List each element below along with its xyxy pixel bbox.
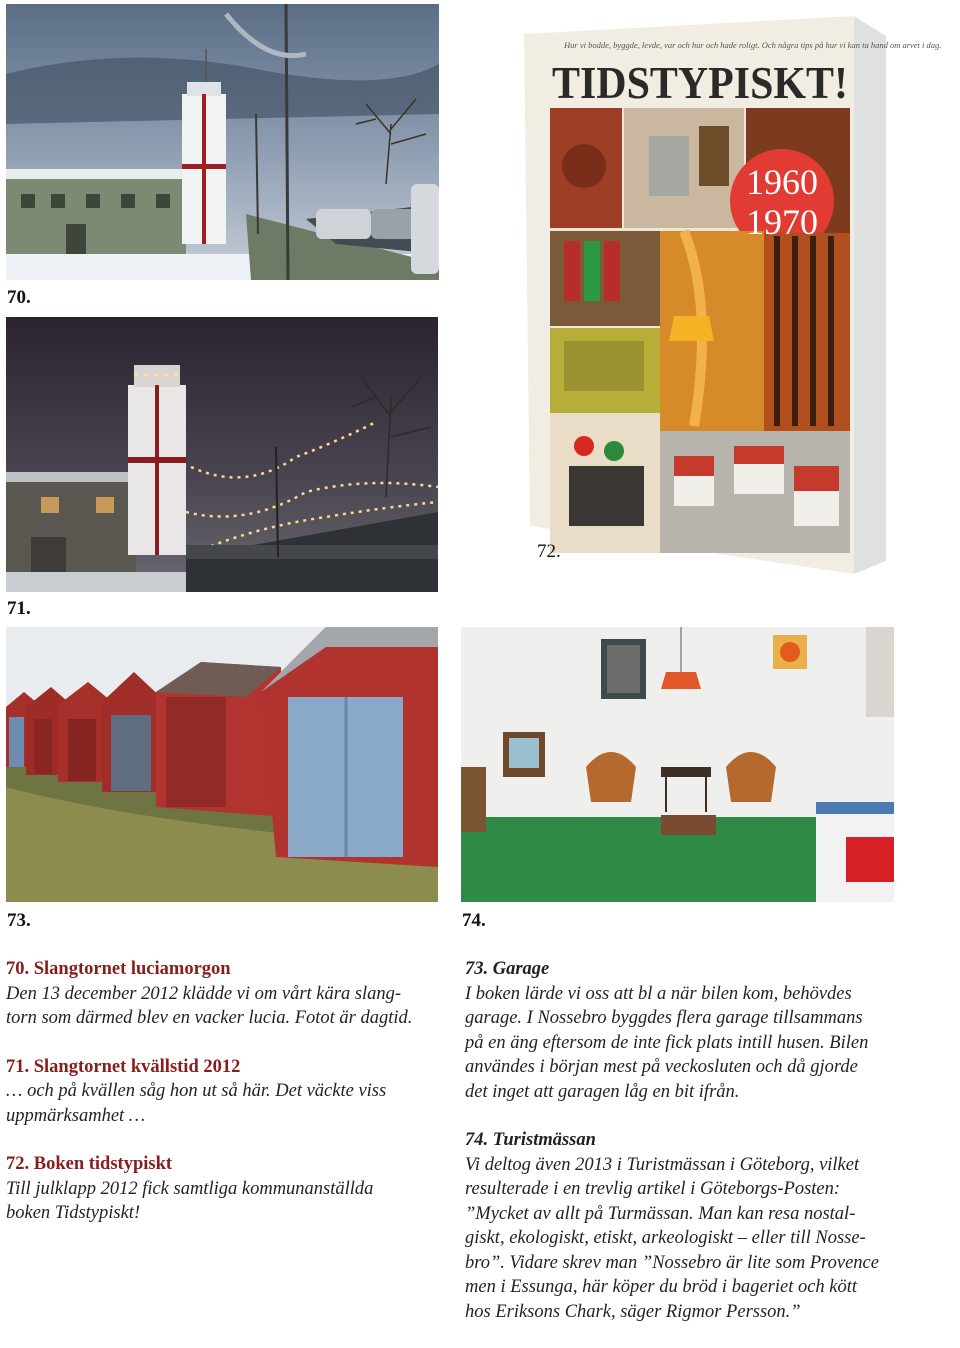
photo-74-number: 74. [462, 910, 486, 931]
caption-73-line3: på en äng eftersom de inte fick plats intill husen. Bilen [465, 1032, 869, 1053]
caption-column-right [465, 957, 905, 1348]
caption-73-line4: användes i början mest på veckosluten och då gjorde [465, 1057, 858, 1077]
caption-71-heading: 71. Slangtornet kvällstid 2012 [6, 1056, 241, 1077]
caption-70 [6, 957, 446, 1031]
photo-74 [461, 627, 894, 902]
slangtornet-morning-icon [6, 4, 439, 280]
caption-72-line2: boken Tidstypiskt! [6, 1203, 141, 1223]
caption-73 [465, 957, 905, 1104]
photo-72 [524, 6, 942, 576]
slangtornet-evening-icon [6, 317, 438, 592]
caption-74-heading: 74. Turistmässan [465, 1130, 596, 1150]
book-badge-bottom: 1970 [746, 202, 818, 242]
photo-71-number: 71. [7, 598, 31, 619]
caption-74-line7: hos Eriksons Chark, säger Rigmor Persson.” [465, 1301, 801, 1322]
book-cover-icon [524, 6, 942, 576]
caption-column-left [6, 957, 446, 1250]
caption-74-line4: giskt, ekologiskt, etiskt, arkeologiskt – eller till Nosse- [465, 1228, 866, 1248]
caption-74-line6: men i Essunga, här köper du bröd i bageriet och kött [465, 1277, 858, 1297]
photo-71 [6, 317, 438, 592]
caption-72-heading: 72. Boken tidstypiskt [6, 1154, 173, 1174]
caption-72-line1: Till julklapp 2012 fick samtliga kommunanställda [6, 1178, 374, 1199]
caption-73-line5: det inget att garagen låg en bit ifrån. [465, 1081, 740, 1102]
caption-70-heading: 70. Slangtornet luciamorgon [6, 959, 231, 979]
caption-74-line5: bro”. Vidare skrev man ”Nossebro är lite som Provence [465, 1252, 879, 1273]
caption-71 [6, 1055, 446, 1129]
caption-71-line1: … och på kvällen såg hon ut så här. Det väckte viss [6, 1081, 387, 1101]
book-title: TIDSTYPISKT! [552, 57, 848, 108]
book-subtitle: Hur vi bodde, byggde, levde, var och hur och hade roligt. Och några tips på hur vi kan ta hand om arvet i dag. [564, 40, 942, 50]
book-badge-top: 1960 [746, 162, 818, 202]
caption-74 [465, 1128, 905, 1324]
caption-74-line2: resulterade i en trevlig artikel i Göteborgs-Posten: [465, 1179, 841, 1199]
photo-70-number: 70. [7, 287, 31, 308]
caption-73-line1: I boken lärde vi oss att bl a när bilen kom, behövdes [465, 983, 852, 1004]
garages-icon [6, 627, 438, 902]
photo-70 [6, 4, 439, 280]
caption-70-line1: Den 13 december 2012 klädde vi om vårt kära slang- [6, 983, 402, 1004]
caption-71-line2: uppmärksamhet … [6, 1105, 146, 1126]
caption-74-line1: Vi deltog även 2013 i Turistmässan i Göteborg, vilket [465, 1154, 860, 1175]
photo-72-number: 72. [537, 541, 561, 562]
photo-73 [6, 627, 438, 902]
photo-73-number: 73. [7, 910, 31, 931]
caption-72 [6, 1152, 446, 1226]
caption-73-line2: garage. I Nossebro byggdes flera garage tillsammans [465, 1008, 863, 1028]
tourism-fair-icon [461, 627, 894, 902]
caption-74-line3: ”Mycket av allt på Turmässan. Man kan resa nostal- [465, 1203, 856, 1224]
caption-70-line2: torn som därmed blev en vacker lucia. Fotot är dagtid. [6, 1008, 413, 1028]
caption-73-heading: 73. Garage [465, 959, 550, 979]
